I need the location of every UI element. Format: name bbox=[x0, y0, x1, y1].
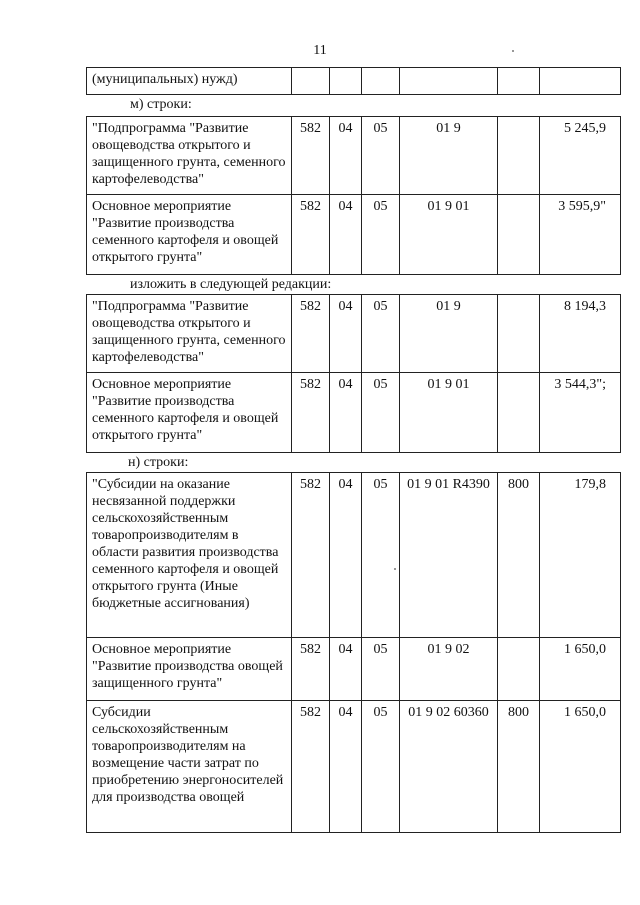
cell-ministry: 582 bbox=[292, 295, 330, 373]
cell-target-article: 01 9 01 R4390 bbox=[400, 473, 498, 638]
cell-subsection: 05 bbox=[362, 195, 400, 275]
cell-amount: 3 595,9" bbox=[540, 195, 621, 275]
cell-section: 04 bbox=[330, 701, 362, 833]
cell-ministry: 582 bbox=[292, 195, 330, 275]
cell-subsection: 05 bbox=[362, 117, 400, 195]
cell-amount: 179,8 bbox=[540, 473, 621, 638]
row-name: (муниципальных) нужд) bbox=[87, 68, 292, 95]
cell-section: 04 bbox=[330, 373, 362, 453]
cell-ministry: 582 bbox=[292, 638, 330, 701]
cell-section: 04 bbox=[330, 117, 362, 195]
cell-target-article: 01 9 02 bbox=[400, 638, 498, 701]
cell-ministry: 582 bbox=[292, 701, 330, 833]
cell-target-article: 01 9 bbox=[400, 117, 498, 195]
table-top-fragment bbox=[86, 67, 621, 95]
cell-amount: 1 650,0 bbox=[540, 701, 621, 833]
section-label: изложить в следующей редакции: bbox=[130, 277, 332, 292]
cell-section: 04 bbox=[330, 638, 362, 701]
row-name: "Подпрограмма "Развитие овощеводства открытого и защищенного грунта, семенного картофелеводства" bbox=[87, 117, 292, 195]
table-row bbox=[87, 295, 621, 373]
section-label: м) строки: bbox=[130, 97, 192, 112]
table-row bbox=[87, 68, 621, 95]
cell-expense-type: 800 bbox=[498, 473, 540, 638]
scan-speck bbox=[512, 50, 514, 52]
table-section-replacement bbox=[86, 294, 621, 453]
cell-target-article: 01 9 01 bbox=[400, 195, 498, 275]
cell-ministry: 582 bbox=[292, 473, 330, 638]
cell-amount: 8 194,3 bbox=[540, 295, 621, 373]
cell-amount: 3 544,3"; bbox=[540, 373, 621, 453]
table-row bbox=[87, 638, 621, 701]
cell-amount: 5 245,9 bbox=[540, 117, 621, 195]
cell-section: 04 bbox=[330, 295, 362, 373]
cell-subsection: 05 bbox=[362, 701, 400, 833]
cell-subsection: 05 bbox=[362, 373, 400, 453]
table-row bbox=[87, 117, 621, 195]
cell-section: 04 bbox=[330, 473, 362, 638]
cell-subsection: 05 bbox=[362, 638, 400, 701]
cell-expense-type bbox=[498, 638, 540, 701]
cell-ministry: 582 bbox=[292, 373, 330, 453]
cell-expense-type bbox=[498, 195, 540, 275]
table-row bbox=[87, 473, 621, 638]
table-row bbox=[87, 701, 621, 833]
row-name: "Подпрограмма "Развитие овощеводства открытого и защищенного грунта, семенного картофелеводства" bbox=[87, 295, 292, 373]
table-row bbox=[87, 195, 621, 275]
table-section-n bbox=[86, 472, 621, 833]
section-label: н) строки: bbox=[128, 455, 189, 470]
cell-expense-type bbox=[498, 295, 540, 373]
cell-ministry: 582 bbox=[292, 117, 330, 195]
cell-expense-type bbox=[498, 373, 540, 453]
page-number: 11 bbox=[313, 43, 327, 58]
row-name: Основное мероприятие "Развитие производства семенного картофеля и овощей открытого грунта" bbox=[87, 373, 292, 453]
cell-target-article: 01 9 01 bbox=[400, 373, 498, 453]
cell-target-article: 01 9 bbox=[400, 295, 498, 373]
cell-section: 04 bbox=[330, 195, 362, 275]
cell-amount: 1 650,0 bbox=[540, 638, 621, 701]
row-name: Субсидии сельскохозяйственным товаропроизводителям на возмещение части затрат по приобретению энергоносителей для производства овощей bbox=[87, 701, 292, 833]
row-name: "Субсидии на оказание несвязанной поддержки сельскохозяйственным товаропроизводителям в области развития производства семенного картофеля и овощей открытого грунта (Иные бюджетные ассигнования) bbox=[87, 473, 292, 638]
cell-subsection: 05 bbox=[362, 295, 400, 373]
row-name: Основное мероприятие "Развитие производства овощей защищенного грунта" bbox=[87, 638, 292, 701]
table-section-m bbox=[86, 116, 621, 275]
row-name: Основное мероприятие "Развитие производства семенного картофеля и овощей открытого грунта" bbox=[87, 195, 292, 275]
table-row bbox=[87, 373, 621, 453]
cell-expense-type: 800 bbox=[498, 701, 540, 833]
cell-expense-type bbox=[498, 117, 540, 195]
cell-target-article: 01 9 02 60360 bbox=[400, 701, 498, 833]
cell-subsection: 05 bbox=[362, 473, 400, 638]
